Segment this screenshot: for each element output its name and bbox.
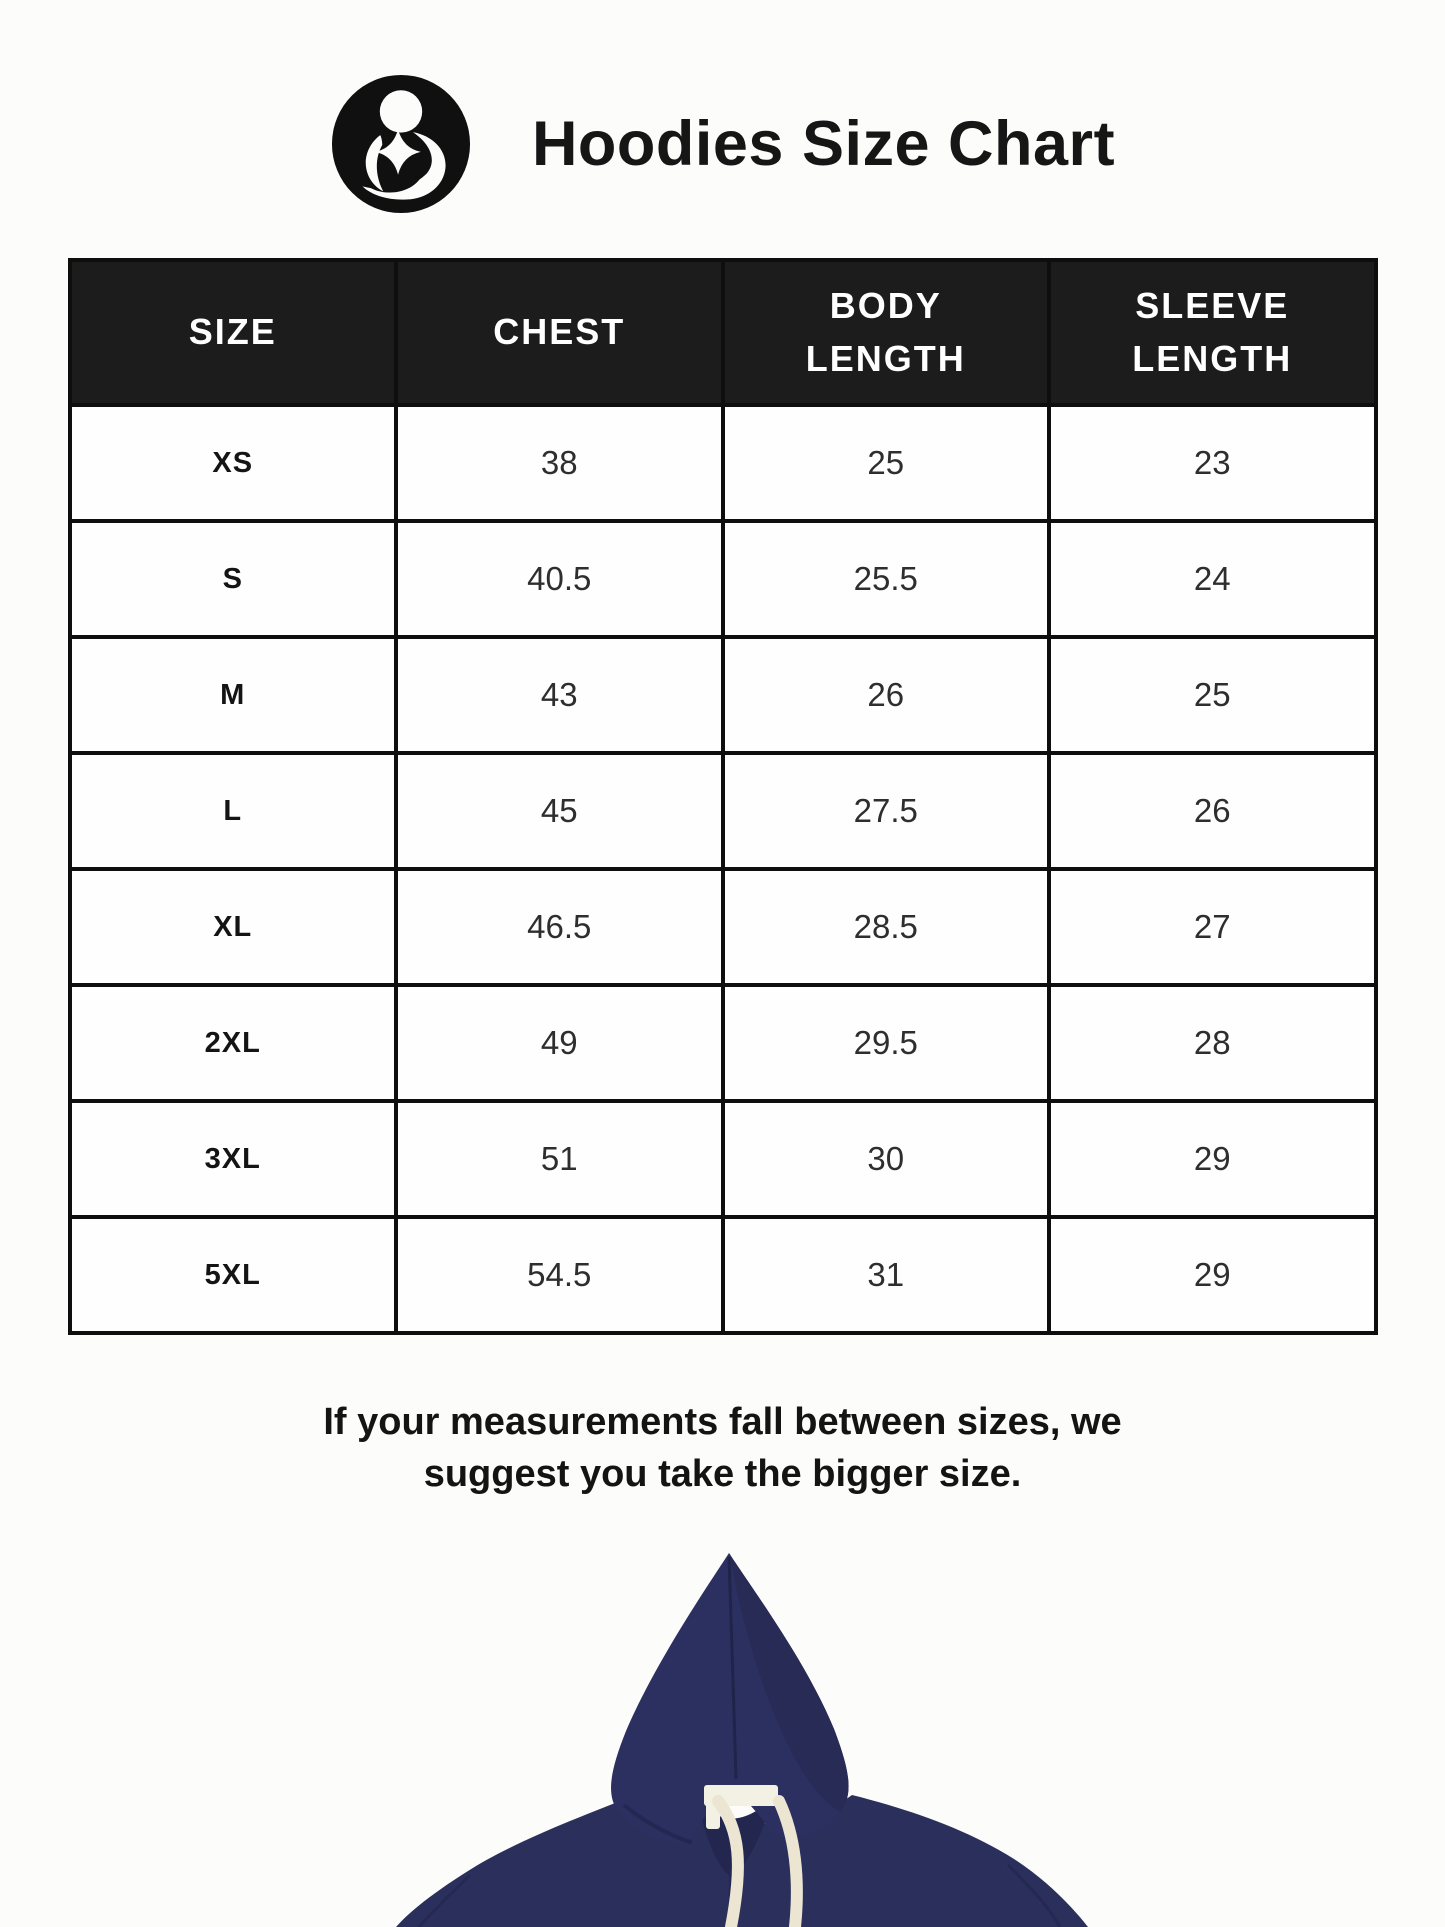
table-row: [70, 985, 1376, 1101]
column-header-size: SIZE: [70, 260, 397, 405]
size-label: XL: [70, 869, 397, 985]
chest-value: 49: [396, 985, 723, 1101]
chest-value: 45: [396, 753, 723, 869]
header: [0, 0, 1445, 218]
table-row: [70, 637, 1376, 753]
chest-value: 54.5: [396, 1217, 723, 1333]
column-header-body-length: BODY LENGTH: [723, 260, 1050, 405]
sleeve-length-value: 26: [1049, 753, 1376, 869]
column-header-chest: CHEST: [396, 260, 723, 405]
table-row: [70, 1101, 1376, 1217]
chest-value: 38: [396, 405, 723, 521]
body-length-value: 27.5: [723, 753, 1050, 869]
size-chart-table: [68, 258, 1378, 1335]
column-header-sleeve-length: SLEEVE LENGTH: [1049, 260, 1376, 405]
table-row: [70, 521, 1376, 637]
body-length-value: 31: [723, 1217, 1050, 1333]
sleeve-length-value: 25: [1049, 637, 1376, 753]
table-row: [70, 869, 1376, 985]
chest-value: 51: [396, 1101, 723, 1217]
sleeve-length-value: 24: [1049, 521, 1376, 637]
sleeve-length-value: 29: [1049, 1101, 1376, 1217]
table-row: [70, 405, 1376, 521]
navy-hoodie-image: [0, 1535, 1445, 1927]
body-length-value: 26: [723, 637, 1050, 753]
size-label: S: [70, 521, 397, 637]
body-length-value: 25: [723, 405, 1050, 521]
table-row: [70, 1217, 1376, 1333]
chest-value: 40.5: [396, 521, 723, 637]
sizing-note: [0, 1397, 1445, 1500]
body-length-value: 28.5: [723, 869, 1050, 985]
parent-holding-baby-icon: [330, 73, 472, 215]
size-label: 2XL: [70, 985, 397, 1101]
sleeve-length-value: 23: [1049, 405, 1376, 521]
table-header: [70, 260, 1376, 405]
sizing-note-line: If your measurements fall between sizes, we: [323, 1401, 1122, 1443]
sleeve-length-value: 28: [1049, 985, 1376, 1101]
size-label: L: [70, 753, 397, 869]
sleeve-length-value: 27: [1049, 869, 1376, 985]
size-label: M: [70, 637, 397, 753]
size-label: XS: [70, 405, 397, 521]
chest-value: 43: [396, 637, 723, 753]
chest-value: 46.5: [396, 869, 723, 985]
sizing-note-line: suggest you take the bigger size.: [423, 1452, 1022, 1495]
body-length-value: 29.5: [723, 985, 1050, 1101]
table-row: [70, 753, 1376, 869]
body-length-value: 25.5: [723, 521, 1050, 637]
sleeve-length-value: 29: [1049, 1217, 1376, 1333]
page-title: Hoodies Size Chart: [531, 109, 1116, 179]
size-label: 5XL: [70, 1217, 397, 1333]
size-label: 3XL: [70, 1101, 397, 1217]
body-length-value: 30: [723, 1101, 1050, 1217]
